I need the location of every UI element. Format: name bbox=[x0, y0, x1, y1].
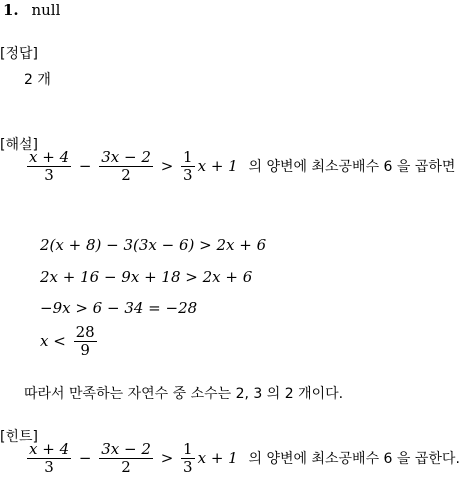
result-fraction: $\frac{28}{9}$ bbox=[75, 323, 95, 360]
problem-text: null bbox=[31, 1, 61, 19]
solution-intro: $\frac{x + 4}{3}$ − $\frac{3x - 2}{2}$ > $\frac{1}{3}$ x + 1 의 양변에 최소공배수 6 을 곱하면 bbox=[29, 148, 456, 185]
result-line: x < $\frac{28}{9}$ bbox=[40, 323, 95, 360]
hint-fraction-2: $\frac{3x - 2}{2}$ bbox=[101, 440, 151, 477]
problem-number: 1. bbox=[3, 1, 19, 19]
solution-header: [해설] bbox=[0, 137, 38, 153]
fraction-2: $\frac{3x - 2}{2}$ bbox=[101, 148, 151, 185]
fraction-1: $\frac{x + 4}{3}$ bbox=[29, 148, 70, 185]
fraction-3: $\frac{1}{3}$ bbox=[183, 148, 193, 185]
hint-fraction-3: $\frac{1}{3}$ bbox=[183, 440, 193, 477]
hint-fraction-1: $\frac{x + 4}{3}$ bbox=[29, 440, 70, 477]
intro-text: 의 양변에 최소공배수 6 을 곱하면 bbox=[248, 158, 456, 175]
hint-text: 의 양변에 최소공배수 6 을 곱한다. bbox=[248, 450, 460, 467]
answer-value: 2 개 bbox=[24, 72, 51, 88]
answer-header: [정답] bbox=[0, 46, 38, 62]
step-3: −9x > 6 − 34 = −28 bbox=[40, 299, 198, 317]
problem-line bbox=[3, 1, 60, 19]
conclusion: 따라서 만족하는 자연수 중 소수는 2, 3 의 2 개이다. bbox=[24, 386, 344, 402]
step-2: 2x + 16 − 9x + 18 > 2x + 6 bbox=[40, 268, 253, 286]
hint-header: [힌트] bbox=[0, 429, 38, 445]
step-1: 2(x + 8) − 3(3x − 6) > 2x + 6 bbox=[40, 236, 267, 254]
hint-line: $\frac{x + 4}{3}$ − $\frac{3x - 2}{2}$ > $\frac{1}{3}$ x + 1 의 양변에 최소공배수 6 을 곱한다. bbox=[29, 440, 460, 477]
